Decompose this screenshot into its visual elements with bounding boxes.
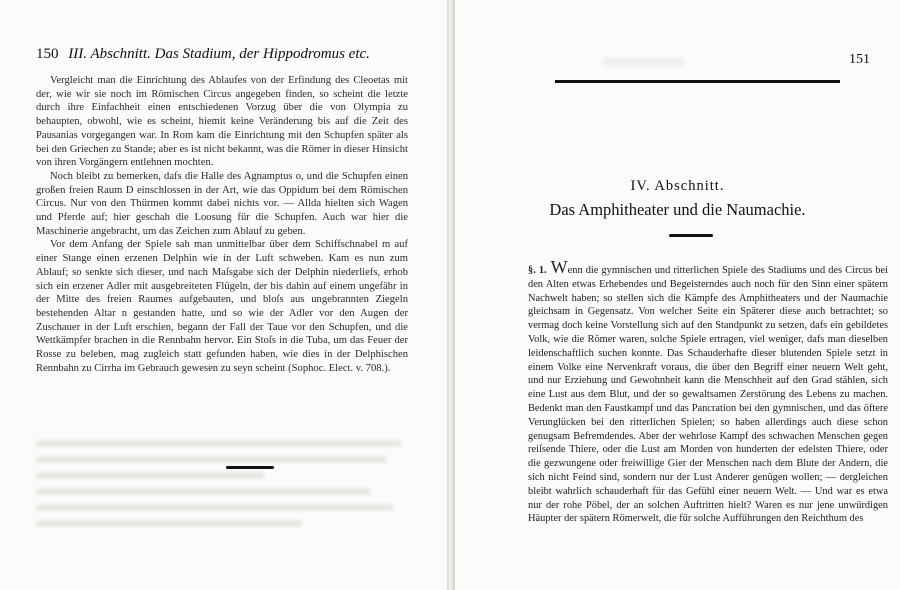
page-number-left: 150 (36, 46, 59, 62)
left-page (0, 0, 447, 590)
bleed-through-heading (603, 58, 683, 66)
body-paragraph: enn die gymnischen und ritterlichen Spiele des Stadiums und des Circus bei den Alten etwas Erhebendes und Begeisterndes auch noch für den Sinn einer spätern Nachwelt haben; so stellen sich die Kämpfe des Amphitheaters und der Naumachie gleichsam in Gegensatz. Von welcher Seite ein Späterer diese auch betrachtet; so vermag doch keine Vorstellung sich auf den Standpunkt zu setzen, dafs ein gebildetes Volk, wie die Römer waren, solche Spiele ertragen, viel weniger, dafs man dieselben leidenschaftlich suchen konnte. Das Schauderhafte dieser blutenden Spiele setzt in einem Volke eine Nervenkraft voraus, die über den Begriff einer neuern Welt geht, und nur Erziehung und Gewohnheit kann die Menschheit auf den Grad stählen, sich eine Lust aus dem Blut, und der so gewaltsamen Zerstörung des Lebens zu machen. Bedenkt man den Faustkampf und das Pancration bei den gymnischen, und das öftere Verunglücken bei den ritterlichen Spielen; so haben allerdings auch diese schon genugsam Befremdendes. Aber der wehrlose Kampf des schwachen Menschen gegen reiſsende Thiere, oder die Lust am Morden von hunderten der edelsten Thiere, oder die gezwungene oder freiwillige Gier der Menschen nach dem Blute der Andern, die sich nicht Feind sind, sondern nur der Lust Anderer genügen wollen; — dergleichen bleibt wahrlich schauderhaft für das Gefühl einer neuern Welt. — Und war es etwa nur der rohe Pöbel, der an solchen Auftritten hielt? Waren es nur jene unwürdigen Häupter der spätern Römerwelt, die für solche Aufführungen den Reichthum des (528, 265, 888, 525)
paragraph-3: Vor dem Anfang der Spiele sah man unmittelbar über dem Schiffschnabel m auf einer Stange einen erzenen Delphin wie in der Luft schweben. Kam es nun zum Ablauf; so senkte sich dieser, und nach Maſsgabe sich der Delphin niederliefs, erhob sich ein erzener Adler mit ausgebreiteten Flügeln, der bis dahin auf einem ungefähr in der Mitte des freien Raumes aufgebauten, und bloſs aus ungebrannten Ziegeln bestehenden Altar n gestanden hatte, und so wie der Adler vor den Augen der Zuschauer in der Luft erschien, begann der Fall der Taue vor den Schupfen, und die Wettkämpfer brachen in die Rennbahn hervor. Ein Stoſs in die Tuba, um das Feuer der Rosse zu beleben, mag zugleich statt gefunden haben, wie dies in der Delphischen Rennbahn zu Cirrha im Gebrauch gewesen zu seyn scheint (Sophoc. Elect. v. 708.). (36, 239, 408, 374)
drop-cap: W (550, 257, 568, 277)
section-title: Das Amphitheater und die Naumachie. (549, 200, 806, 219)
ornamental-rule-right (669, 234, 713, 237)
section-heading: IV. Abschnitt. (630, 178, 725, 194)
ornamental-rule (226, 466, 274, 469)
right-body-text (528, 257, 888, 526)
page-number-right: 151 (849, 52, 870, 67)
bleed-through-text (36, 440, 416, 530)
running-head (36, 46, 437, 63)
paragraph-1: Vergleicht man die Einrichtung des Ablaufes von der Erfindung des Cleoetas mit der, wie wir sie noch im Römischen Circus angegeben finden, so scheint die letzte durch ihre Einfachheit einen entschiedenen Vorzug über die von Olympia zu behaupten, obwohl, wie es scheint, hiemit keine Veränderung bis auf die Zeit des Pausanias vorgegangen war. In Rom kam die Einrichtung mit den Schupfen später als bei den Griechen zu Stande; aber es ist nicht bekannt, was die Römer in dieser Hinsicht von ihren Vorgängern entlehnen mochten. (36, 75, 408, 169)
paragraph-mark: §. 1. (528, 265, 547, 276)
right-page (455, 0, 900, 590)
left-body-text (36, 74, 408, 375)
paragraph-2: Noch bleibt zu bemerken, dafs die Halle des Agnamptus o, und die Schupfen einen großen freien Raum D einschlossen in der Art, wie das Oppidum bei dem Römischen Circus. Nur von den Thürmen kommt dabei nichts vor. — Allda hielten sich Wagen und Pferde auf; hier geschah die Loosung für die Schupfen. Auch war hier die Maschinerie angebracht, um das Zeichen zum Ablauf zu geben. (36, 170, 408, 237)
header-rule (555, 80, 840, 83)
running-head-title: III. Abschnitt. Das Stadium, der Hippodromus etc. (68, 46, 370, 62)
book-gutter (447, 0, 455, 590)
